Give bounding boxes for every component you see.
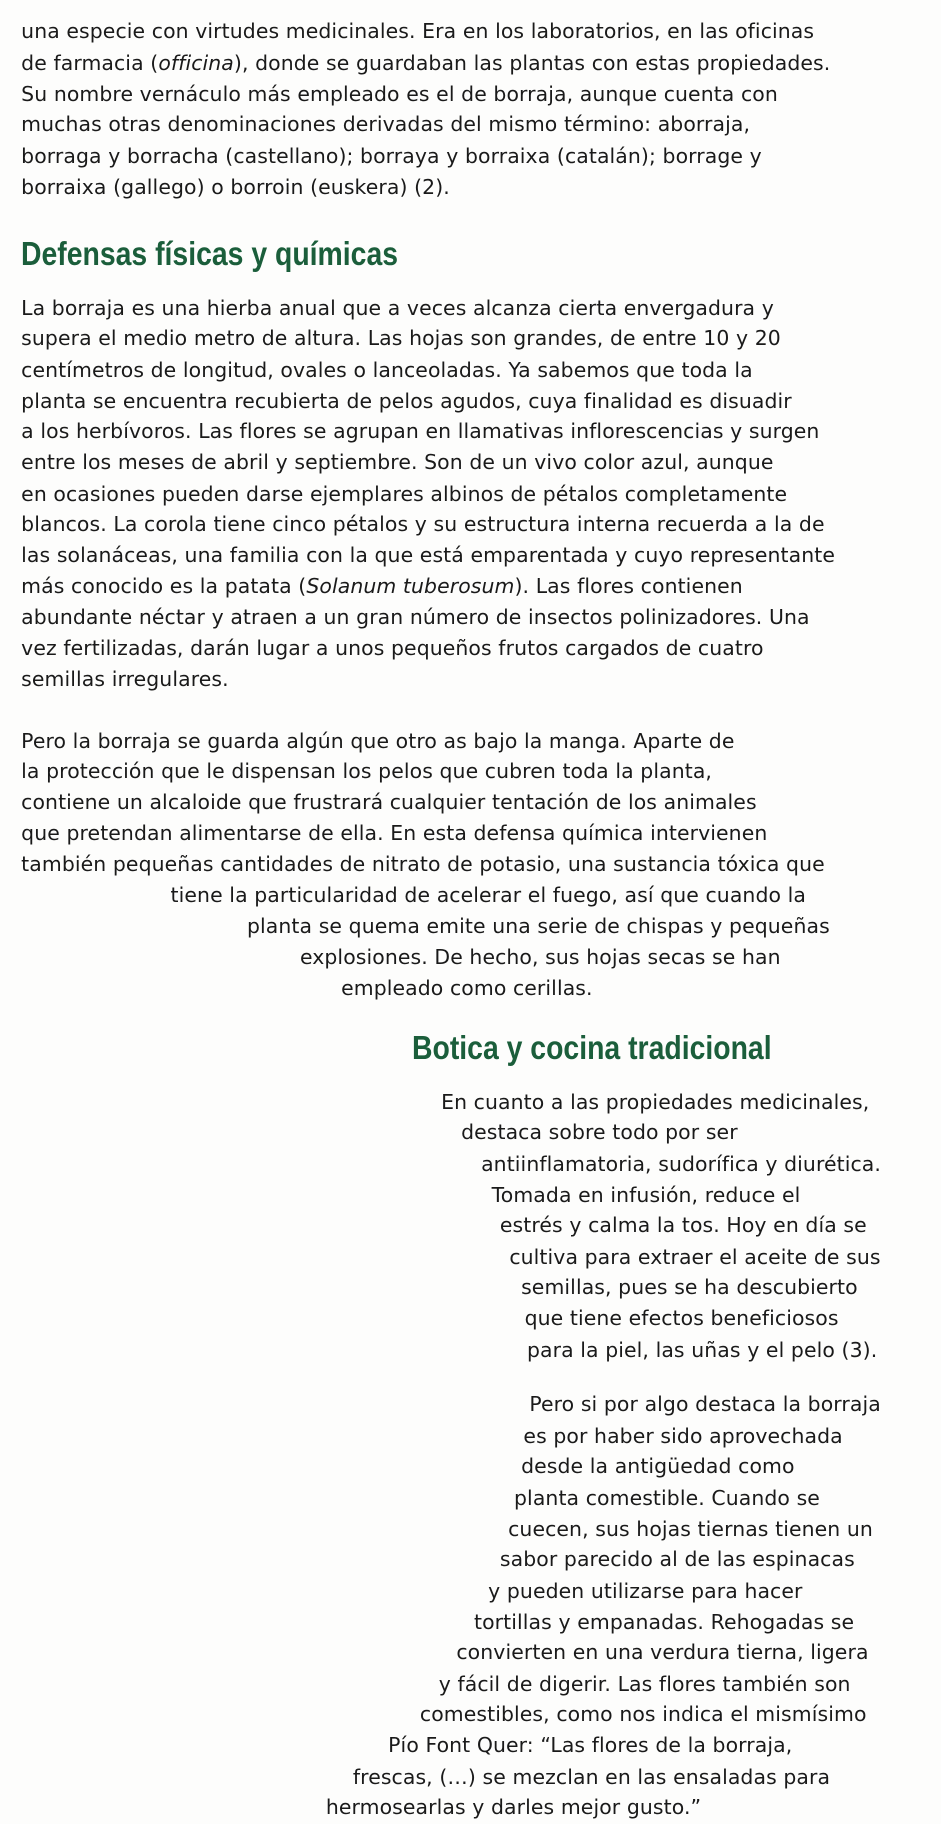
paragraph-line: tortillas y empanadas. Rehogadas se (474, 1609, 855, 1634)
paragraph-line: frescas, (…) se mezclan en las ensaladas para (352, 1764, 831, 1789)
paragraph-line: centímetros de longitud, ovales o lanceoladas. Ya sabemos que toda la (21, 358, 753, 383)
paragraph-line: en ocasiones pueden darse ejemplares albinos de pétalos completamente (21, 481, 788, 506)
paragraph-line: vez fertilizadas, darán lugar a unos pequeños frutos cargados de cuatro (21, 635, 764, 660)
paragraph-line: y fácil de digerir. Las flores también son (438, 1671, 851, 1696)
paragraph-line: abundante néctar y atraen a un gran número de insectos polinizadores. Una (21, 605, 810, 630)
paragraph-line: muchas otras denominaciones derivadas del mismo término: aborraja, (21, 112, 751, 137)
paragraph-line: y pueden utilizarse para hacer (488, 1578, 803, 1603)
italic-term: officina (158, 51, 234, 76)
paragraph-line: Tomada en infusión, reduce el (491, 1182, 801, 1207)
paragraph-line: planta comestible. Cuando se (514, 1486, 820, 1511)
paragraph-line: Pero la borraja se guarda algún que otro as bajo la manga. Aparte de (21, 728, 735, 753)
text-segment: más conocido es la patata ( (21, 574, 307, 599)
paragraph-line: Su nombre vernáculo más empleado es el de borraja, aunque cuenta con (21, 81, 778, 106)
paragraph-line: planta se encuentra recubierta de pelos agudos, cuya finalidad es disuadir (21, 388, 792, 413)
paragraph-line: convierten en una verdura tierna, ligera (456, 1640, 869, 1665)
paragraph-line: supera el medio metro de altura. Las hojas son grandes, de entre 10 y 20 (21, 326, 781, 351)
paragraph-line: comestibles, como nos indica el mismísimo (419, 1702, 867, 1727)
paragraph-line: cuecen, sus hojas tiernas tienen un (508, 1516, 873, 1541)
paragraph-line: para la piel, las uñas y el pelo (3). (526, 1337, 878, 1362)
paragraph-line: tiene la particularidad de acelerar el fuego, así que cuando la (170, 882, 806, 907)
paragraph-line (21, 48, 830, 79)
text-segment: ). Las flores contienen (514, 574, 743, 599)
paragraph-line: destaca sobre todo por ser (461, 1120, 738, 1145)
section-heading: Defensas físicas y químicas (21, 235, 399, 273)
paragraph-line: que pretendan alimentarse de ella. En esta defensa química intervienen (21, 821, 768, 846)
paragraph-line (21, 571, 743, 602)
section-heading: Botica y cocina tradicional (411, 1029, 772, 1067)
paragraph-line: borraga y borracha (castellano); borraya y borraixa (catalán); borrage y (21, 143, 762, 168)
paragraph-line: también pequeñas cantidades de nitrato de potasio, una sustancia tóxica que (21, 852, 825, 877)
paragraph-line: antiinflamatoria, sudorífica y diurética. (481, 1151, 881, 1176)
paragraph-line: blancos. La corola tiene cinco pétalos y su estructura interna recuerda a la de (21, 512, 825, 537)
italic-term: Solanum tuberosum (306, 574, 515, 599)
text-segment: de farmacia ( (21, 51, 159, 76)
paragraph-line: una especie con virtudes medicinales. Era en los laboratorios, en las oficinas (21, 19, 815, 44)
paragraph-line: desde la antigüedad como (521, 1454, 795, 1479)
paragraph-line: explosiones. De hecho, sus hojas secas se han (299, 944, 781, 969)
paragraph-line: a los herbívoros. Las flores se agrupan en llamativas inflorescencias y surgen (21, 419, 820, 444)
paragraph-line: cultiva para extraer el aceite de sus (509, 1244, 881, 1269)
paragraph-line: La borraja es una hierba anual que a veces alcanza cierta envergadura y (21, 295, 774, 320)
paragraph-line: es por haber sido aprovechada (523, 1423, 843, 1448)
paragraph-line: estrés y calma la tos. Hoy en día se (499, 1213, 867, 1238)
paragraph-line: que tiene efectos beneficiosos (524, 1306, 839, 1331)
paragraph-line: En cuanto a las propiedades medicinales, (441, 1089, 870, 1114)
paragraph-line: Pío Font Quer: “Las flores de la borraja, (388, 1733, 793, 1758)
paragraph-line: semillas irregulares. (21, 667, 229, 692)
paragraph-line: empleado como cerillas. (341, 975, 593, 1000)
paragraph-line: Pero si por algo destaca la borraja (529, 1391, 881, 1416)
paragraph-line: sabor parecido al de las espinacas (499, 1547, 855, 1572)
paragraph-line: semillas, pues se ha descubierto (521, 1275, 858, 1300)
paragraph-line: contiene un alcaloide que frustrará cualquier tentación de los animales (21, 789, 757, 814)
paragraph-line: las solanáceas, una familia con la que está emparentada y cuyo representante (21, 542, 835, 567)
paragraph-line: hermosearlas y darles mejor gusto.” (325, 1795, 702, 1820)
paragraph-line: planta se quema emite una serie de chispas y pequeñas (247, 914, 830, 939)
text-segment: ), donde se guardaban las plantas con estas propiedades. (233, 51, 831, 76)
paragraph-line: borraixa (gallego) o borroin (euskera) (2). (21, 174, 450, 199)
paragraph-line: entre los meses de abril y septiembre. Son de un vivo color azul, aunque (21, 449, 774, 474)
paragraph-line: la protección que le dispensan los pelos que cubren toda la planta, (21, 759, 712, 784)
